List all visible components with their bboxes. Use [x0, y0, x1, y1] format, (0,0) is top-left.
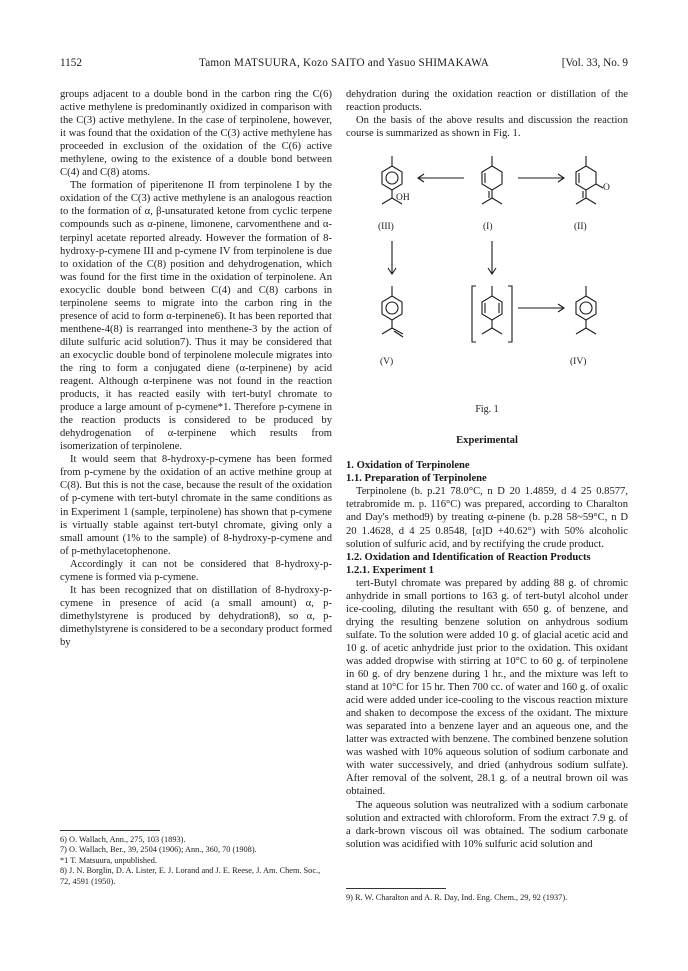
- left-column: [60, 88, 332, 649]
- footnote: *1 T. Matsuura, unpublished.: [60, 855, 157, 865]
- footnote: 6) O. Wallach, Ann., 275, 103 (1893).: [60, 835, 186, 844]
- right-footnotes: [346, 888, 628, 903]
- section-heading: Experimental: [456, 435, 518, 447]
- subsection-heading: 1.2.1. Experiment 1: [346, 564, 434, 576]
- carbonyl-label: O: [603, 183, 610, 194]
- subsection-heading: 1.2. Oxidation and Identification of Reaction Products: [346, 551, 591, 563]
- figure-caption: Fig. 1: [475, 404, 499, 416]
- paragraph: Terpinolene (b. p.21 78.0°C, n D 20 1.4859, d 4 25 0.8577, tetrabromide m. p. 116°C) was prepared, according to Charalton and Day's method9) by treating α-pinene (b. p.28 58~59°C, n D 20 1.4628, d 4 25 0.8548, [α]D +40.62°) with 50% alcoholic solution of sulfuric acid, and by rectifying the crude product.: [346, 486, 628, 550]
- footnote: 9) R. W. Charalton and A. R. Day, Ind. Eng. Chem., 29, 92 (1937).: [346, 893, 568, 902]
- paragraph: dehydration during the oxidation reaction or distillation of the reaction products.: [346, 89, 628, 114]
- footnote-rule: [346, 888, 446, 889]
- structure-v: [382, 286, 403, 337]
- compound-label-v: (V): [380, 357, 394, 368]
- page-number: 1152: [60, 57, 82, 69]
- paragraph: tert-Butyl chromate was prepared by adding 88 g. of chromic anhydride in small portions to 163 g. of tert-butyl alcohol under ice-cooling, diluting the resultant with 650 g. of benzene, and drying the resulting benzene solution on anhydrous sodium sulfate. To the solution were added 10 g. of glacial acetic acid and 10 g. of acetic anhydride just prior to the oxidation. This oxidant was added dropwise with stirring at 10°C to 60 g. of terpinolene in 60 g. of dry benzene during 1 hr., and the mixture was left to stand at 10°C for 15 hr. Then 700 cc. of water and 160 g. of oxalic acid were added under ice-cooling to the viscous reaction mixture and shaken to decompose the excess of the oxidant. The mixture was separated into a benzene layer and an aqueous one, and the latter was extracted with benzene. The combined benzene solution was washed with 10% aqueous solution of sodium carbonate and with water successively, and dried (anhydrous sodium sulfate). After removal of the solvent, 28.1 g. of a neutral brown oil was obtained.: [346, 577, 628, 798]
- subsection-heading: 1.1. Preparation of Terpinolene: [346, 473, 487, 485]
- footnote: 8) J. N. Borglin, D. A. Lister, E. J. Lorand and J. E. Reese, J. Am. Chem. Soc., 72, 4591 (1950).: [60, 866, 321, 886]
- paragraph: It would seem that 8-hydroxy-p-cymene has been formed from p-cymene by the oxidation of an active methine group at C(8). But this is not the case, because the result of the oxidation of p-cymene with tert-butyl chromate in the same conditions as in Experiment 1 (sample, terpinolene) has shown that p-cymene is virtually stable against tert-butyl chromate, giving only a small amount (1% to the sample) of 8-hydroxy-p-cymene and of p-methylacetophenone.: [60, 454, 332, 557]
- author-line: Tamon MATSUURA, Kozo SAITO and Yasuo SHIMAKAWA: [198, 57, 490, 69]
- running-header: [60, 57, 628, 73]
- compound-label-i: (I): [483, 222, 493, 233]
- structure-iv: [576, 286, 596, 334]
- compound-label-ii: (II): [574, 222, 587, 233]
- structure-alpha-terpinene: [472, 286, 512, 342]
- structure-i: [482, 156, 502, 204]
- paragraph: Accordingly it can not be considered that 8-hydroxy-p-cymene is formed via p-cymene.: [60, 558, 332, 583]
- volume-info: [Vol. 33, No. 9: [561, 57, 628, 69]
- footnote-rule: [60, 830, 160, 831]
- paragraph: The formation of piperitenone II from terpinolene I by the oxidation of the C(3) active methylene is an analogous reaction to the formation of α, β-unsaturated ketone from cyclic terpene compounds such as α-pinene, limonene, carvomenthene and α-terpinyl acetate reported already. However the formation of 8-hydroxy-p-cymene III and p-cymene IV from terpinolene is due to oxidation of the C(8) position and dehydrogenation, which was found for the first time in the oxidation of terpinolene. An exocyclic double bond between C(4) and C(8) carbons in terpinolene seems to migrate into the carbon ring in the presence of acid to form α-terpinene6). It has been reported that menthene-4(8) is rearranged into menthene-3 by the action of dilute sulfuric acid solution7). Thus it may be considered that an exocyclic double bond of terpinolene molecule migrates into the ring to form a conjugated diene (α-terpinene) by acid reagent. Although α-terpinene was not found in the reaction products, it has reacted easily with tert-butyl chromate to produce a large amount of p-cymene*1. Therefore p-cymene in the reaction products is considered to be produced by dehydrogenation of α-terpinene which results from isomerization of terpinolene.: [60, 180, 332, 453]
- reaction-scheme-figure: [346, 146, 628, 401]
- structure-ii: [576, 156, 603, 204]
- paragraph: The aqueous solution was neutralized with a sodium carbonate solution and extracted with chloroform. From the extract 7.9 g. of a dark-brown viscous oil was obtained. The sodium carbonate solution was acidified with 10% sulfuric acid solution and: [346, 799, 628, 850]
- left-footnotes: [60, 830, 332, 887]
- hydroxyl-label: OH: [396, 193, 410, 204]
- footnote: 7) O. Wallach, Ber., 39, 2504 (1906); Ann., 360, 70 (1908).: [60, 845, 257, 855]
- paragraph: It has been recognized that on distillation of 8-hydroxy-p-cymene in presence of acid (a small amount) α, p-dimethylstyrene is produced by dehydration8), so α, p-dimethylstyrene is considered to be a secondary product formed by: [60, 584, 332, 648]
- right-column: [346, 88, 628, 851]
- subsection-heading: 1. Oxidation of Terpinolene: [346, 460, 470, 472]
- compound-label-iv: (IV): [570, 357, 587, 368]
- compound-label-iii: (III): [378, 222, 394, 233]
- paragraph: On the basis of the above results and discussion the reaction course is summarized as shown in Fig. 1.: [346, 115, 628, 140]
- paragraph: groups adjacent to a double bond in the carbon ring the C(6) active methylene is predominantly oxidized in comparison with the C(3) active methylene. In the case of terpinolene, however, it was found that the oxidation of the C(3) active methylene has proceeded in exclusion of the oxidation of the C(6) active methylene, owing to the existence of a double bond between C(4) and C(8) atoms.: [60, 89, 332, 179]
